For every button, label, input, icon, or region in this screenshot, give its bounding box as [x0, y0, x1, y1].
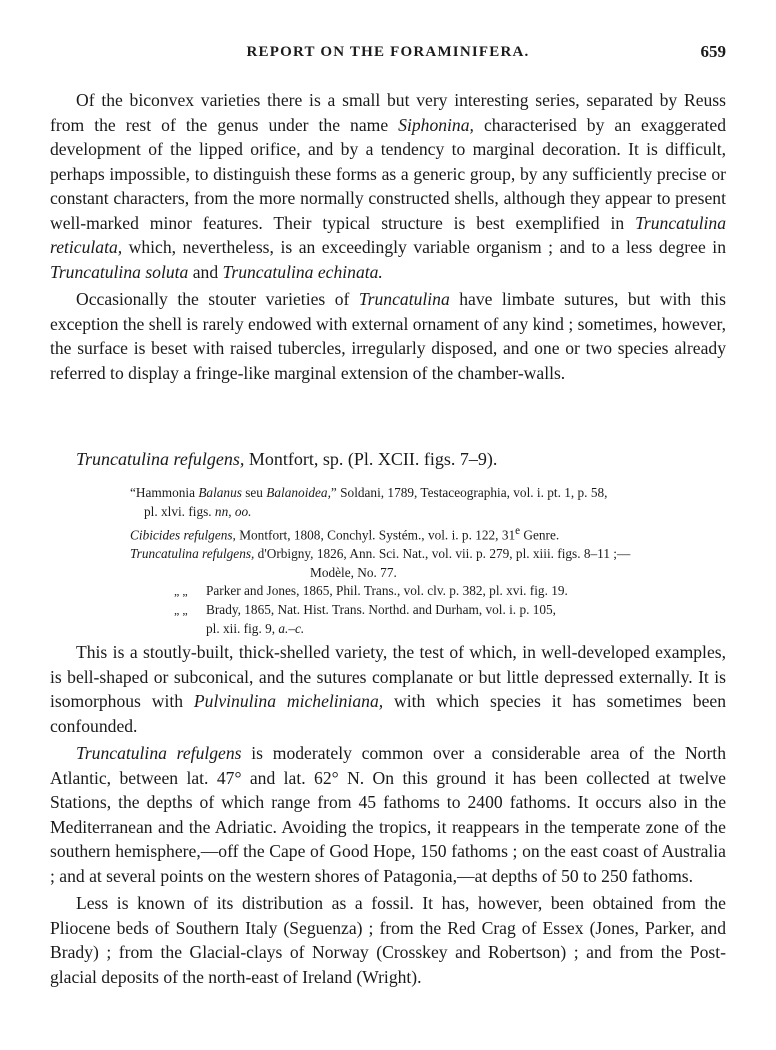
genus-name: Siphonina, [398, 114, 474, 135]
text-run: Occasionally the stouter varieties of [76, 289, 359, 309]
synonymy-entry-dorbigny [130, 545, 726, 583]
text-run: Cibicides refulgens, [130, 527, 236, 543]
text-run: which, nevertheless, is an exceedingly variable organism ; and to a less degree in [122, 237, 726, 257]
species-name: Truncatulina echinata. [222, 261, 383, 282]
species-heading-authority: Montfort, sp. (Pl. XCII. figs. 7–9). [244, 449, 498, 469]
genus-name: Truncatulina [358, 289, 450, 309]
paragraph-distribution [50, 741, 726, 888]
synonymy-entry-brady [130, 601, 726, 639]
paragraph-fossil [50, 891, 726, 989]
text-run: is moderately common over a considerable area of the North Atlantic, between lat. 47° and lat. 62° N. On this ground it has been collected at twelve Stations, the depths of which range from 45 fathoms to 2400 fathoms. It occurs also in the Mediterranean and the Adriatic. Avoiding the tropics, it reappears in the temperate zone of the southern hemisphere,—off the Cape of Good Hope, 150 fathoms ; on the east coast of Australia ; and at several points on the western shores of Patagonia,—at depths of 50 to 250 fathoms. [50, 743, 726, 886]
page-number: 659 [700, 42, 726, 61]
text-run: e [515, 524, 521, 537]
text-run: ” Soldani, 1789, Testaceographia, vol. i. pt. 1, p. 58, [330, 485, 608, 500]
synonymy-entry-parker-jones [130, 582, 726, 601]
text-run: seu [241, 485, 267, 500]
brady-reference [206, 601, 726, 639]
text-run: and [188, 261, 223, 282]
text-run: This is a stoutly-built, thick-shelled variety, the test of which, in well-developed examples, is bell-shaped or subconical, and the sutures complanate or but little depressed externally. It is isomorphous with [50, 642, 726, 711]
text-run: Montfort, 1808, Conchyl. Systém., vol. i. p. 122, 31 [235, 527, 516, 543]
text-run: Genre. [520, 527, 560, 543]
text-run: with which species it has sometimes been confounded. [50, 691, 726, 736]
text-run: Less is known of its distribution as a fossil. It has, however, been obtained from the Pliocene beds of Southern Italy (Seguenza) ; from the Red Crag of Essex (Jones, Parker, and Brady) ; from the Glacial-clays of Norway (Crosskey and Robertson) ; and from the Post-glacial deposits of the north-east of Ireland (Wright). [50, 893, 726, 987]
ditto-marks: „ „ [174, 584, 188, 599]
synonymy-entry-soldani [130, 484, 726, 522]
ditto-marks: „ „ [174, 603, 188, 618]
text-run: pl. xii. fig. 9, [206, 621, 279, 636]
text-run: nn, oo. [214, 503, 252, 519]
species-name: Truncatulina refulgens [76, 743, 242, 763]
text-run: Modèle, No. 77. [310, 564, 397, 580]
text-run: Brady, 1865, Nat. Hist. Trans. Northd. and Durham, vol. i. p. 105, [206, 602, 557, 618]
text-run: characterised by an exaggerated development of the lipped orifice, and by a tendency to marginal decoration. It is difficult, perhaps impossible, to distinguish these forms as a generic group, by any sufficiently precise or constant characters, from the more normally constructed shells, although they appear to present well-marked minor features. Their typical structure is best exemplified in [50, 114, 727, 233]
text-run: have limbate sutures, but with this exception the shell is rarely endowed with external ornament of any kind ; sometimes, however, the surface is beset with raised tubercles, irregularly disposed, and one or two species already referred to display a fringe-like marginal extension of the chamber-walls. [50, 289, 726, 383]
text-run: Balanus [198, 485, 242, 500]
text-run: “Hammonia [130, 485, 199, 500]
species-heading-name: Truncatulina refulgens, [76, 449, 245, 469]
text-run: Balanoidea, [266, 485, 331, 500]
text-run: a.–c. [278, 621, 305, 636]
synonymy-entry-montfort [130, 522, 726, 545]
paragraph-description [50, 640, 726, 738]
paragraph-ornament [50, 287, 726, 385]
intro-section [50, 88, 726, 385]
running-title: REPORT ON THE FORAMINIFERA. [246, 44, 530, 60]
text-run: Of the biconvex varieties there is a small but very interesting series, separated by Reuss from the rest of the genus under the name [50, 90, 726, 135]
text-run: d'Orbigny, 1826, Ann. Sci. Nat., vol. vii. p. 279, pl. xiii. figs. 8–11 ;— [254, 545, 631, 561]
description-section [50, 640, 726, 989]
species-name: Truncatulina soluta [50, 261, 189, 282]
text-run: pl. xlvi. figs. [144, 503, 215, 519]
species-name: Truncatulina reticulata, [50, 212, 726, 257]
text-run: Parker and Jones, 1865, Phil. Trans., vol. clv. p. 382, pl. xvi. fig. 19. [206, 583, 568, 599]
paragraph-siphonina [50, 88, 726, 284]
running-head [50, 44, 726, 68]
species-name: Pulvinulina micheliniana, [193, 691, 384, 711]
species-heading [76, 447, 726, 471]
synonymy-list [130, 484, 726, 639]
text-run: Truncatulina refulgens, [130, 545, 255, 561]
